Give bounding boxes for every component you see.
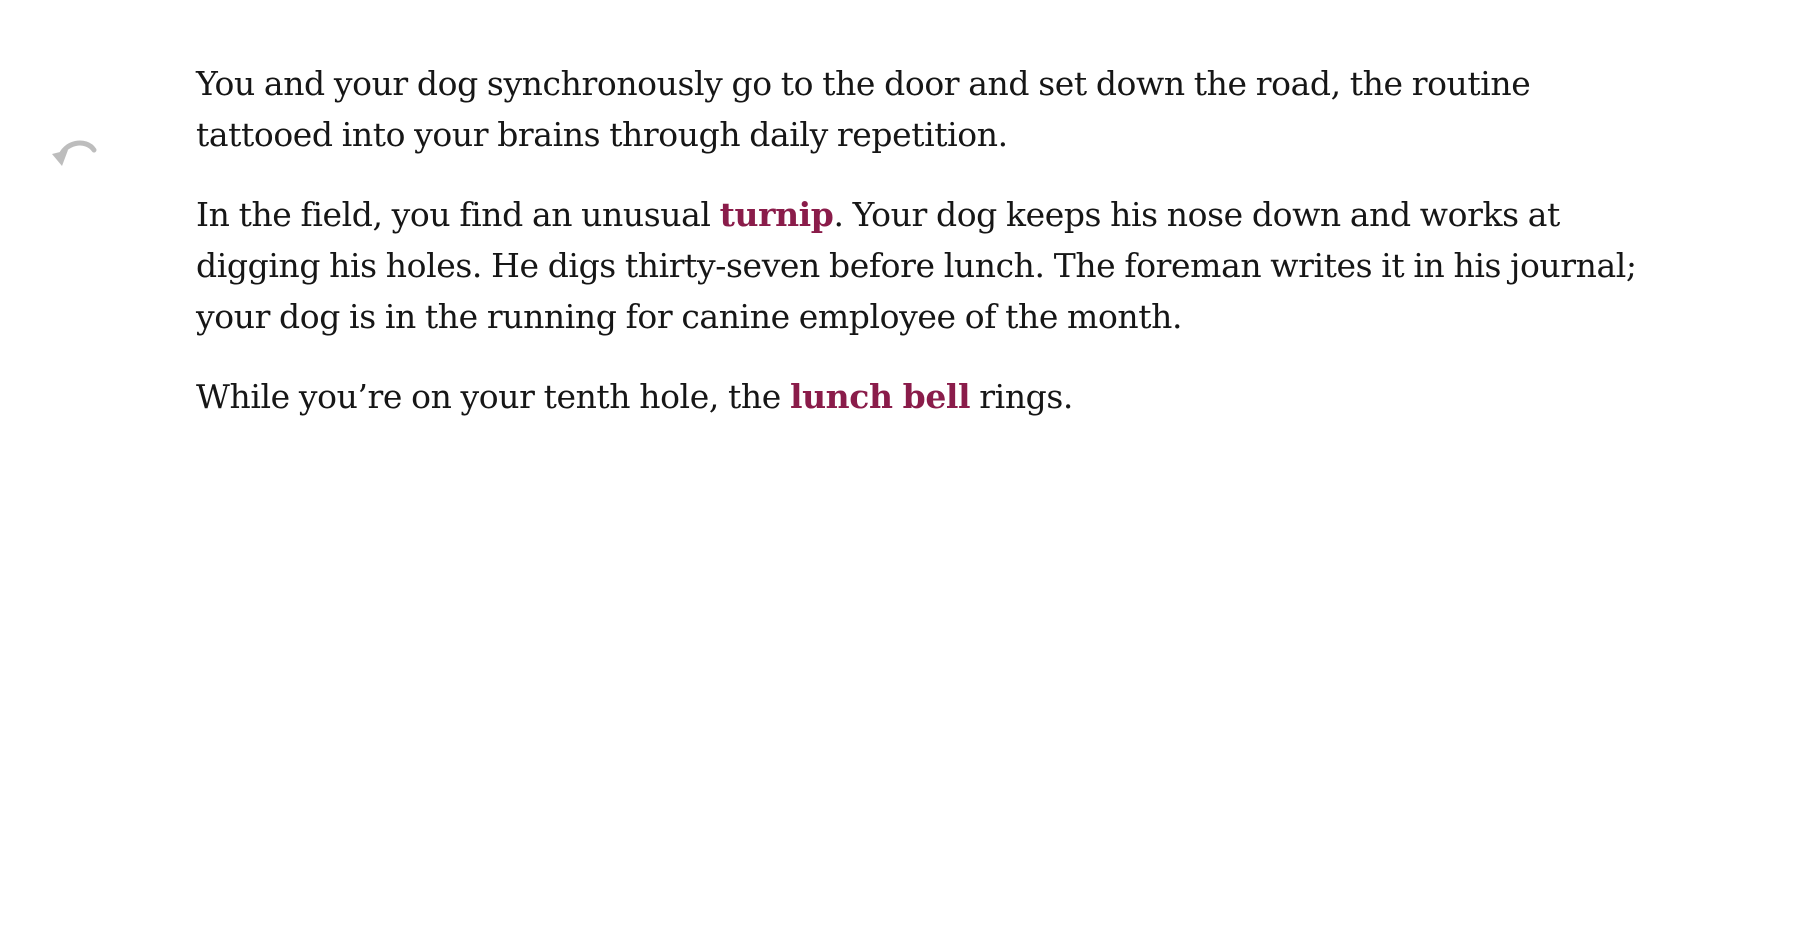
choice-link-lunch-bell[interactable]: lunch bell (789, 377, 971, 416)
paragraph-text: . Your dog keeps his nose down and works at digging his holes. He digs thirty-seven before lunch. The foreman writes it in his journal; your dog is in the running for canine employee of the month. (196, 195, 1637, 336)
story-paragraph (196, 58, 1656, 160)
paragraph-text: While you’re on your tenth hole, the (196, 377, 790, 416)
story-text (196, 58, 1656, 451)
paragraph-text: You and your dog synchronously go to the door and set down the road, the routine tattooed into your brains through daily repetition. (196, 64, 1531, 154)
paragraph-text: In the field, you find an unusual (196, 195, 720, 234)
story-paragraph (196, 189, 1656, 342)
undo-arrow-icon (48, 128, 104, 172)
paragraph-text: rings. (970, 377, 1074, 416)
undo-button[interactable] (48, 128, 104, 172)
choice-link-turnip[interactable]: turnip (719, 195, 834, 234)
story-paragraph (196, 371, 1656, 422)
